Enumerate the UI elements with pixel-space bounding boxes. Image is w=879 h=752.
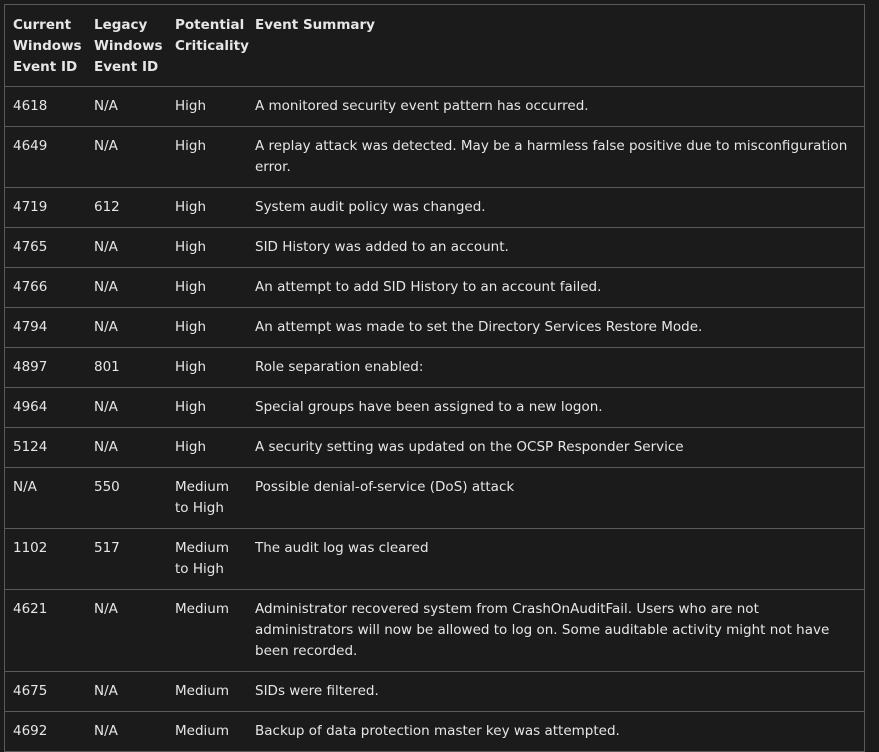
legacy-event-id-cell: N/A [86, 228, 167, 268]
event-summary-cell: An attempt was made to set the Directory Services Restore Mode. [247, 308, 864, 348]
table-row [5, 590, 864, 672]
current-event-id-cell: 4766 [5, 268, 86, 308]
legacy-event-id-cell: N/A [86, 712, 167, 752]
table-row [5, 428, 864, 468]
current-event-id-cell: 4897 [5, 348, 86, 388]
table-row [5, 188, 864, 228]
table-row [5, 388, 864, 428]
event-summary-cell: A monitored security event pattern has occurred. [247, 87, 864, 127]
criticality-cell: High [167, 188, 247, 228]
table-row [5, 228, 864, 268]
table-row [5, 348, 864, 388]
security-events-table [5, 5, 864, 752]
event-summary-cell: System audit policy was changed. [247, 188, 864, 228]
header-potential-criticality: Potential Criticality [167, 5, 247, 87]
event-summary-cell: Backup of data protection master key was attempted. [247, 712, 864, 752]
table-body [5, 87, 864, 752]
criticality-cell: High [167, 268, 247, 308]
legacy-event-id-cell: N/A [86, 388, 167, 428]
header-event-summary: Event Summary [247, 5, 864, 87]
current-event-id-cell: 4649 [5, 127, 86, 188]
legacy-event-id-cell: N/A [86, 268, 167, 308]
event-summary-cell: SIDs were filtered. [247, 672, 864, 712]
event-summary-cell: Possible denial-of-service (DoS) attack [247, 468, 864, 529]
table-row [5, 672, 864, 712]
legacy-event-id-cell: N/A [86, 428, 167, 468]
current-event-id-cell: 4765 [5, 228, 86, 268]
legacy-event-id-cell: N/A [86, 127, 167, 188]
current-event-id-cell: 4719 [5, 188, 86, 228]
criticality-cell: Medium to High [167, 529, 247, 590]
table-row [5, 87, 864, 127]
current-event-id-cell: N/A [5, 468, 86, 529]
table-row [5, 127, 864, 188]
table-row [5, 529, 864, 590]
event-summary-cell: Role separation enabled: [247, 348, 864, 388]
criticality-cell: High [167, 348, 247, 388]
current-event-id-cell: 4794 [5, 308, 86, 348]
legacy-event-id-cell: 801 [86, 348, 167, 388]
current-event-id-cell: 4621 [5, 590, 86, 672]
table-row [5, 268, 864, 308]
current-event-id-cell: 4675 [5, 672, 86, 712]
current-event-id-cell: 4618 [5, 87, 86, 127]
criticality-cell: Medium [167, 672, 247, 712]
criticality-cell: High [167, 87, 247, 127]
event-summary-cell: The audit log was cleared [247, 529, 864, 590]
header-current-event-id: Current Windows Event ID [5, 5, 86, 87]
current-event-id-cell: 5124 [5, 428, 86, 468]
criticality-cell: High [167, 388, 247, 428]
event-summary-cell: A security setting was updated on the OCSP Responder Service [247, 428, 864, 468]
table-row [5, 712, 864, 752]
current-event-id-cell: 4964 [5, 388, 86, 428]
event-summary-cell: Administrator recovered system from CrashOnAuditFail. Users who are not administrators will now be allowed to log on. Some auditable activity might not have been recorded. [247, 590, 864, 672]
event-summary-cell: SID History was added to an account. [247, 228, 864, 268]
table-row [5, 468, 864, 529]
criticality-cell: High [167, 428, 247, 468]
criticality-cell: High [167, 228, 247, 268]
legacy-event-id-cell: N/A [86, 87, 167, 127]
criticality-cell: High [167, 308, 247, 348]
legacy-event-id-cell: N/A [86, 590, 167, 672]
table-header-row [5, 5, 864, 87]
header-legacy-event-id: Legacy Windows Event ID [86, 5, 167, 87]
event-summary-cell: A replay attack was detected. May be a harmless false positive due to misconfiguration error. [247, 127, 864, 188]
current-event-id-cell: 4692 [5, 712, 86, 752]
criticality-cell: High [167, 127, 247, 188]
legacy-event-id-cell: 612 [86, 188, 167, 228]
criticality-cell: Medium [167, 712, 247, 752]
legacy-event-id-cell: N/A [86, 672, 167, 712]
table-row [5, 308, 864, 348]
current-event-id-cell: 1102 [5, 529, 86, 590]
criticality-cell: Medium to High [167, 468, 247, 529]
legacy-event-id-cell: N/A [86, 308, 167, 348]
event-summary-cell: An attempt to add SID History to an account failed. [247, 268, 864, 308]
legacy-event-id-cell: 517 [86, 529, 167, 590]
legacy-event-id-cell: 550 [86, 468, 167, 529]
event-summary-cell: Special groups have been assigned to a new logon. [247, 388, 864, 428]
criticality-cell: Medium [167, 590, 247, 672]
event-table-container [4, 4, 865, 752]
